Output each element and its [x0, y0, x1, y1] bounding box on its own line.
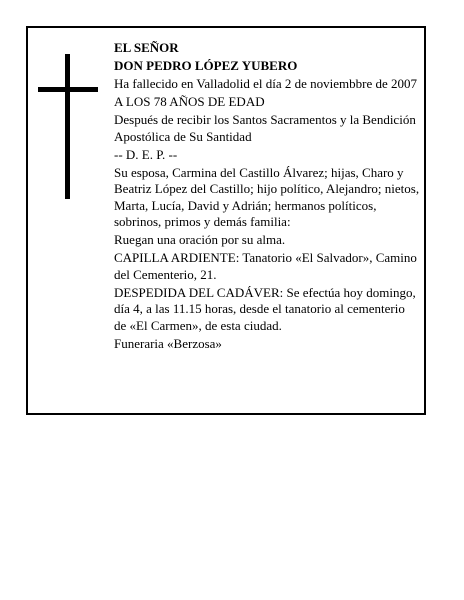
chapel-info: CAPILLA ARDIENTE: Tanatorio «El Salvador», Camino del Cementerio, 21. — [114, 250, 417, 282]
death-announcement: Ha fallecido en Valladolid el día 2 de noviembbre de 2007 — [114, 76, 417, 91]
notice-title-line-1: EL SEÑOR — [114, 40, 179, 55]
notice-text — [114, 40, 420, 354]
prayer-request: Ruegan una oración por su alma. — [114, 232, 286, 247]
notice-title-line-2: DON PEDRO LÓPEZ YUBERO — [114, 58, 298, 73]
funeral-info: DESPEDIDA DEL CADÁVER: Se efectúa hoy domingo, día 4, a las 11.15 horas, desde el tanatorio al cementerio de «El Carmen», de esta ciudad. — [114, 284, 416, 333]
funeral-home: Funeraria «Berzosa» — [114, 335, 222, 351]
rip-line: -- D. E. P. -- — [114, 146, 178, 162]
obituary-notice — [26, 26, 426, 415]
sacraments-line: Después de recibir los Santos Sacramentos y la Bendición Apostólica de Su Santidad — [114, 112, 416, 144]
age-line: A LOS 78 AÑOS DE EDAD — [114, 94, 265, 109]
latin-cross-icon — [38, 54, 98, 199]
cross-horizontal-bar — [38, 87, 98, 92]
family-list: Su esposa, Carmina del Castillo Álvarez; hijas, Charo y Beatriz López del Castillo; hijo político, Alejandro; nietos, Marta, Lucía, David y Adrián; hermanos políticos, sobrinos, primos y demás familia: — [114, 164, 420, 229]
cross-vertical-bar — [65, 54, 70, 199]
